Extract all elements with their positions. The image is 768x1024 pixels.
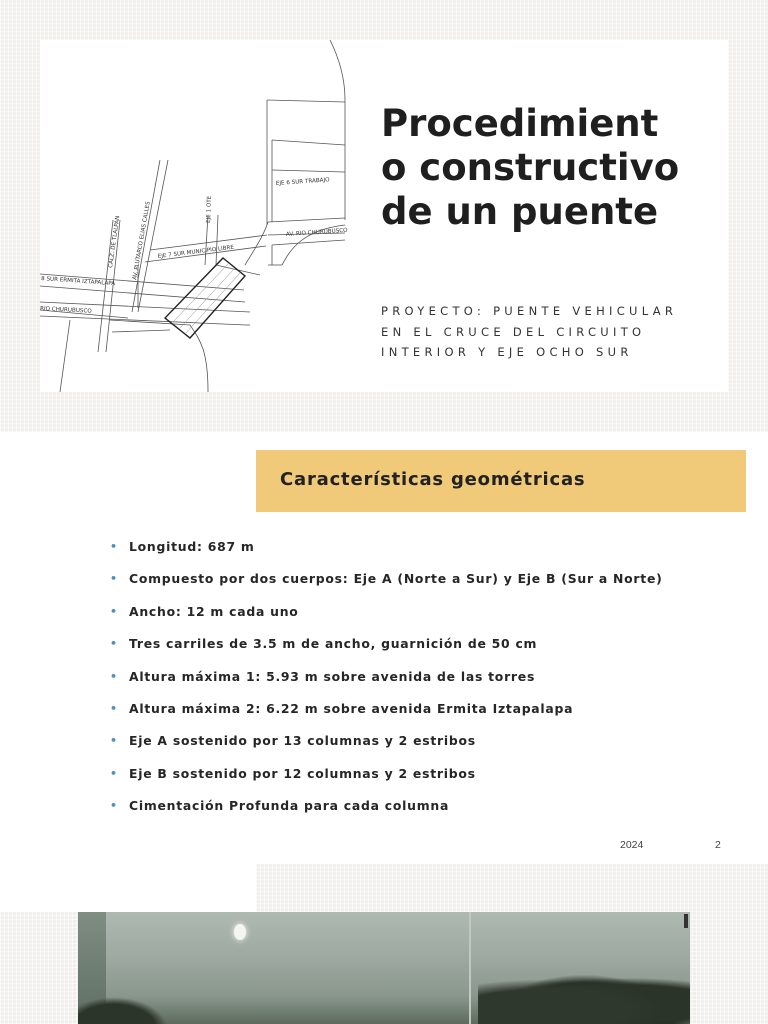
bullet-icon: • [110, 604, 118, 618]
list-item [110, 700, 750, 732]
next-slide-edge [0, 864, 256, 912]
list-item-text: Cimentación Profunda para cada columna [129, 798, 450, 814]
slide-subtitle: PROYECTO: PUENTE VEHICULAR EN EL CRUCE DEL CIRCUITO INTERIOR Y EJE OCHO SUR [381, 304, 678, 359]
section-header-band [256, 450, 746, 512]
map-label-av-plutarco: AV. PLUTARCO ELIAS CALLES [132, 201, 152, 281]
section-header: Características geométricas [280, 469, 586, 490]
list-item-text: Altura máxima 1: 5.93 m sobre avenida de las torres [129, 668, 536, 684]
list-item-text: Longitud: 687 m [129, 539, 255, 554]
list-item [110, 668, 750, 700]
features-slide [0, 432, 768, 864]
features-list [110, 538, 750, 830]
list-item [110, 732, 750, 764]
map-label-eje8: 8 SUR ERMITA IZTAPALAPA [40, 276, 116, 288]
bullet-icon: • [110, 799, 118, 813]
photo-sun [234, 924, 246, 940]
list-item [110, 635, 750, 667]
bullet-icon: • [110, 572, 118, 586]
list-item [110, 797, 750, 829]
list-item-text: Ancho: 12 m cada uno [129, 603, 299, 619]
list-item-text: Eje A sostenido por 13 columnas y 2 estribos [129, 733, 476, 749]
map-label-eje6: EJE 6 SUR TRABAJO [275, 177, 330, 187]
list-item-text: Compuesto por dos cuerpos: Eje A (Norte a Sur) y Eje B (Sur a Norte) [129, 571, 663, 587]
site-photo [78, 912, 690, 1024]
bullet-icon: • [110, 701, 118, 715]
footer-date: 2024 [620, 839, 644, 851]
title-slide [40, 40, 728, 392]
bullet-icon: • [110, 669, 118, 683]
photo-trees-left [78, 997, 168, 1024]
list-item-text: Tres carriles de 3.5 m de ancho, guarnición de 50 cm [129, 636, 538, 652]
bullet-icon: • [110, 734, 118, 748]
map-label-calz-tlalpan: CALZ. DE TLALPAN [108, 215, 122, 269]
slide-title: Procedimient o constructivo de un puente [381, 102, 680, 233]
map-label-rio-churubusco: AV. RIO CHURUBUSCO [285, 227, 348, 238]
map-label-rio-churubusco-left: RIO CHURUBUSCO [40, 306, 92, 315]
photo-pole [469, 912, 471, 1024]
bullet-icon: • [110, 766, 118, 780]
list-item [110, 765, 750, 797]
bullet-icon: • [110, 637, 118, 651]
list-item [110, 570, 750, 602]
list-item-text: Eje B sostenido por 12 columnas y 2 estribos [129, 765, 476, 781]
list-item-text: Altura máxima 2: 6.22 m sobre avenida Ermita Iztapalapa [129, 700, 574, 716]
map-label-eje1: EJE 1 OTE [206, 195, 213, 224]
site-map [40, 40, 350, 392]
bullet-icon: • [110, 540, 118, 553]
photo-trees [478, 974, 690, 1024]
page-number: 2 [715, 839, 721, 851]
bridge-footprint [165, 258, 245, 338]
scrollbar-marker [684, 914, 688, 928]
list-item [110, 603, 750, 635]
map-label-eje7: EJE 7 SUR MUNICIPIO LIBRE [157, 244, 235, 260]
list-item [110, 538, 750, 570]
